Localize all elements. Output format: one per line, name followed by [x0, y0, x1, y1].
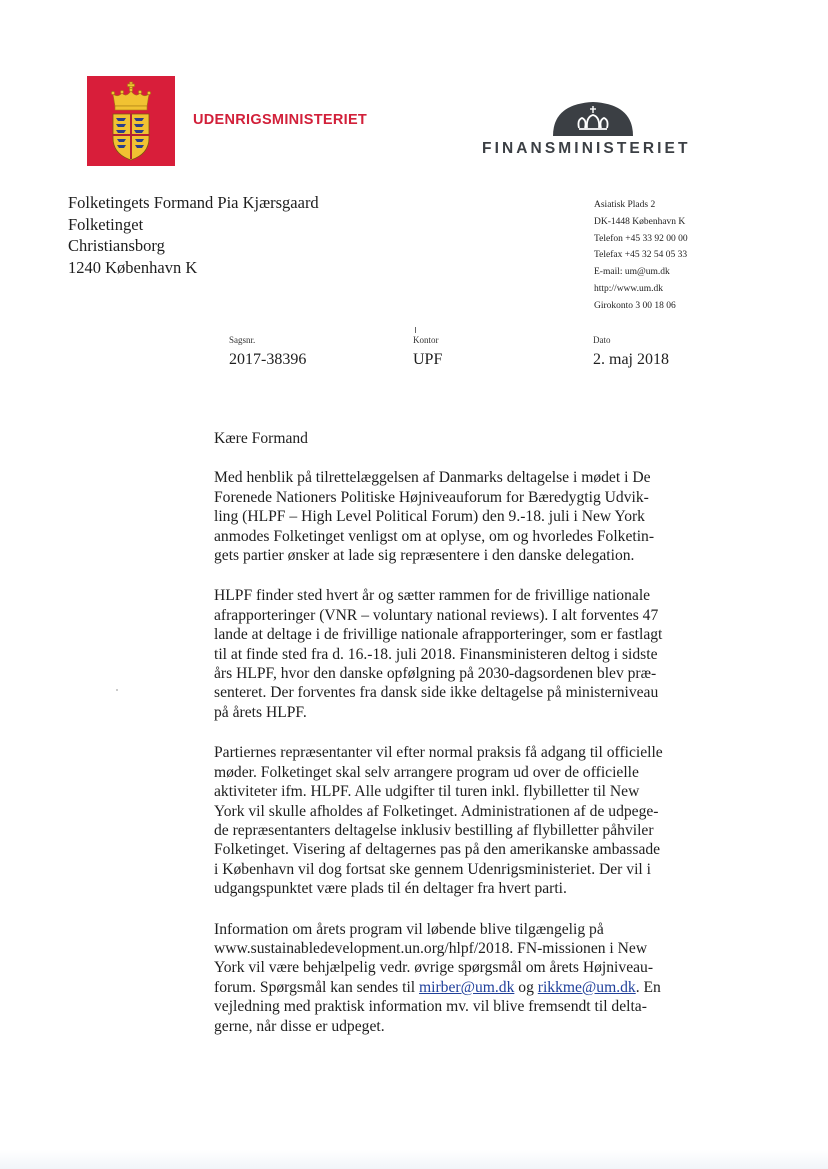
text-line: Med henblik på tilrettelæggelsen af Danmarks deltagelse i mødet i De	[214, 469, 651, 487]
sender-contact-info	[594, 197, 688, 315]
text-line-with-emails	[214, 978, 704, 997]
date-label: Dato	[593, 335, 611, 345]
email-link-mirber[interactable]: mirber@um.dk	[419, 978, 515, 996]
text-line: ling (HLPF – High Level Political Forum) den 9.-18. juli i New York	[214, 508, 645, 526]
text-line: York vil være behjælpelig vedr. øvrige spørgsmål om årets Højniveau-	[214, 959, 654, 977]
text-line: udgangspunktet være plads til én deltager fra hvert parti.	[214, 880, 567, 898]
text-line: i København vil dog fortsat ske gennem Udenrigsministeriet. Der vil i	[214, 860, 651, 878]
sender-website: http://www.um.dk	[594, 283, 664, 294]
date-field	[593, 335, 669, 369]
recipient-address	[68, 192, 319, 278]
case-number-value: 2017-38396	[229, 351, 307, 368]
recipient-line: Folketinget	[68, 214, 144, 234]
sender-phone: Telefon +45 33 92 00 00	[594, 233, 688, 244]
office-field	[413, 335, 442, 369]
text-line: gets partier ønsker at lade sig repræsentere i den danske delegation.	[214, 547, 635, 565]
text-fragment: og	[514, 978, 538, 996]
text-line: lande at deltage i de frivillige nationale afrapporteringer, som er fastlagt	[214, 626, 663, 644]
sender-address: Asiatisk Plads 2	[594, 200, 656, 210]
text-line: Forenede Nationers Politiske Højniveauforum for Bæredygtig Udvik-	[214, 488, 649, 506]
sender-email: E-mail: um@um.dk	[594, 267, 670, 278]
case-number-field	[229, 335, 306, 369]
finansministeriet-name: FINANSMINISTERIET	[482, 140, 691, 157]
text-line: gerne, når disse er udpeget.	[214, 1017, 385, 1035]
finansministeriet-logo	[549, 98, 637, 136]
text-line: York vil skulle afholdes af Folketinget. Administrationen af de udpege-	[214, 802, 659, 820]
date-value: 2. maj 2018	[593, 351, 669, 368]
text-line: www.sustainabledevelopment.un.org/hlpf/2018. FN-missionen i New	[214, 939, 648, 957]
text-line: HLPF finder sted hvert år og sætter rammen for de frivillige nationale	[214, 587, 651, 605]
letter-body	[214, 429, 704, 1057]
text-line: anmodes Folketinget venligst om at oplyse, om og hvorledes Folketin-	[214, 527, 655, 545]
crown-shield-icon	[87, 76, 175, 166]
text-line: års HLPF, hvor den danske opfølgning på 2030-dagsordenen blev præ-	[214, 665, 657, 683]
scan-speck	[116, 689, 118, 691]
text-line: møder. Folketinget skal selv arrangere program ud over de officielle	[214, 763, 639, 781]
sender-giro: Girokonto 3 00 18 06	[594, 300, 676, 311]
text-line: afrapporteringer (VNR – voluntary national reviews). I alt forventes 47	[214, 606, 659, 624]
office-value: UPF	[413, 351, 443, 368]
paragraph-3	[214, 743, 704, 898]
text-fragment: forum. Spørgsmål kan sendes til	[214, 978, 420, 996]
udenrigsministeriet-name: UDENRIGSMINISTERIET	[193, 112, 368, 128]
scan-edge	[0, 1150, 828, 1169]
paragraph-4	[214, 920, 704, 1036]
text-fragment: . En	[635, 978, 661, 996]
text-line: aktiviteter ifm. HLPF. Alle udgifter til turen inkl. flybilletter til New	[214, 783, 640, 801]
sender-postal: DK-1448 København K	[594, 216, 686, 227]
text-line: på årets HLPF.	[214, 703, 307, 721]
text-line: Folketinget. Visering af deltagernes pas på den amerikanske ambassade	[214, 841, 661, 859]
text-line: Partiernes repræsentanter vil efter normal praksis få adgang til officielle	[214, 744, 663, 762]
paragraph-2	[214, 586, 704, 722]
salutation: Kære Formand	[214, 430, 308, 447]
office-label: Kontor	[413, 335, 439, 345]
sender-fax: Telefax +45 32 54 05 33	[594, 250, 688, 261]
crown-arch-icon	[549, 98, 637, 136]
recipient-line: Christiansborg	[68, 236, 165, 255]
case-number-label: Sagsnr.	[229, 335, 256, 345]
scan-mark	[415, 327, 416, 333]
text-line: til at finde sted fra d. 16.-18. juli 2018. Finansministeren deltog i sidste	[214, 645, 658, 663]
email-link-rikkme[interactable]: rikkme@um.dk	[537, 978, 636, 996]
text-line: de repræsentanters deltagelse inklusiv bestilling af flybilletter påhviler	[214, 821, 654, 839]
text-line: senteret. Der forventes fra dansk side ikke deltagelse på ministerniveau	[214, 684, 659, 702]
text-line: Information om årets program vil løbende blive tilgængelig på	[214, 920, 604, 938]
udenrigsministeriet-logo	[87, 76, 175, 166]
paragraph-1	[214, 468, 704, 565]
recipient-line: Folketingets Formand Pia Kjærsgaard	[68, 193, 319, 212]
text-line: vejledning med praktisk information mv. vil blive fremsendt til delta-	[214, 998, 647, 1016]
recipient-line: 1240 København K	[68, 257, 198, 277]
